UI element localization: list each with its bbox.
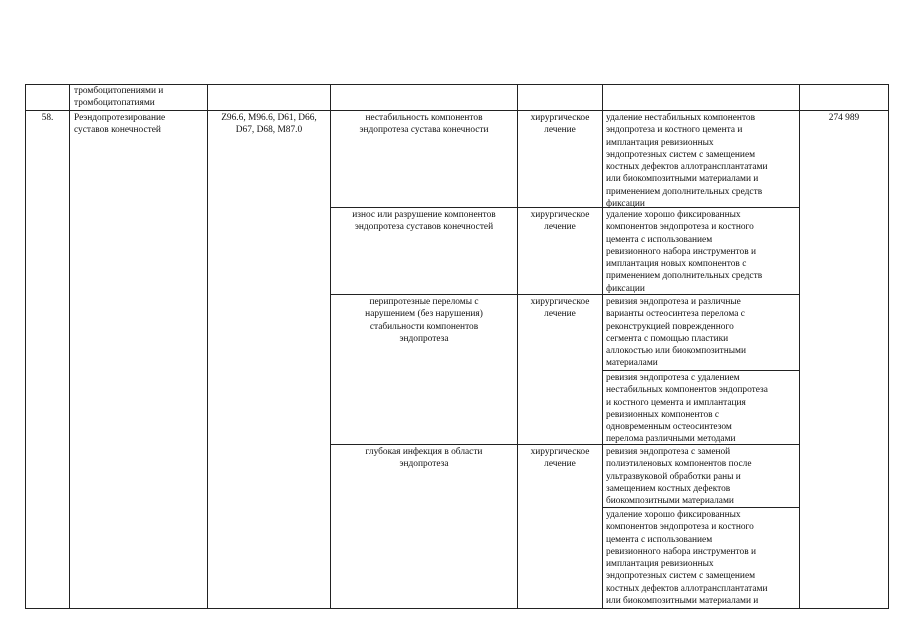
- column-border: [602, 84, 603, 609]
- condition-cell: износ или разрушение компонентов эндопротеза суставов конечностей: [352, 210, 496, 233]
- column-border: [888, 84, 889, 609]
- method-cell: удаление хорошо фиксированных компонентов эндопротеза и костного цемента с использованием ревизионного набора инструментов и имплантация ревизионных эндопротезных систем с замещением костных дефектов аллотрансплантатами или биокомпозитными материалами и: [606, 510, 768, 607]
- treatment-cell: хирургическое лечение: [530, 447, 590, 470]
- condition-cell: нестабильность компонентов эндопротеза сустава конечности: [359, 113, 489, 136]
- price-cell: 274 989: [828, 113, 860, 123]
- procedure-name-cell: Реэндопротезирование суставов конечностей: [74, 113, 166, 136]
- icd-codes-cell: Z96.6, M96.6, D61, D66, D67, D68, M87.0: [221, 113, 317, 136]
- column-border: [330, 84, 331, 609]
- continued-name-cell: тромбоцитопениями и тромбоцитопатиями: [74, 86, 164, 109]
- method-cell: удаление хорошо фиксированных компонентов эндопротеза и костного цемента с использованием ревизионного набора инструментов и имплантация новых компонентов с применением дополнительных средств фиксации: [606, 210, 763, 294]
- row-58-top-border: [25, 110, 889, 111]
- method-cell: ревизия эндопротеза с заменой полиэтиленовых компонентов после ультразвуковой обработки раны и замещением костных дефектов биокомпозитными материалами: [606, 447, 752, 507]
- treatment-cell: хирургическое лечение: [530, 297, 590, 320]
- column-border: [517, 84, 518, 609]
- treatment-cell: хирургическое лечение: [530, 113, 590, 136]
- method-cell: удаление нестабильных компонентов эндопротеза и костного цемента и имплантация ревизионных эндопротезных систем с замещением костных дефектов аллотрансплантатами или биокомпозитными материалами и применением дополнительных средств фиксации: [606, 113, 768, 210]
- column-border: [799, 84, 800, 609]
- condition-cell: перипротезные переломы с нарушением (без нарушения) стабильности компонентов эндопротеза: [365, 297, 483, 344]
- method-cell: ревизия эндопротеза с удалением нестабильных компонентов эндопротеза и костного цемента и имплантация ревизионных компонентов с одновременным остеосинтезом перелома различными методами: [606, 373, 768, 445]
- table-bottom-border: [25, 608, 889, 609]
- column-border: [69, 84, 70, 609]
- condition-cell: глубокая инфекция в области эндопротеза: [365, 447, 483, 470]
- treatment-cell: хирургическое лечение: [530, 210, 590, 233]
- row-number-cell: 58.: [41, 113, 54, 123]
- method-cell: ревизия эндопротеза и различные варианты остеосинтеза перелома с реконструкцией поврежденного сегмента с помощью пластики аллокостью или биокомпозитными материалами: [606, 297, 747, 369]
- column-border: [207, 84, 208, 609]
- method-divider: [602, 370, 799, 371]
- column-border: [25, 84, 26, 609]
